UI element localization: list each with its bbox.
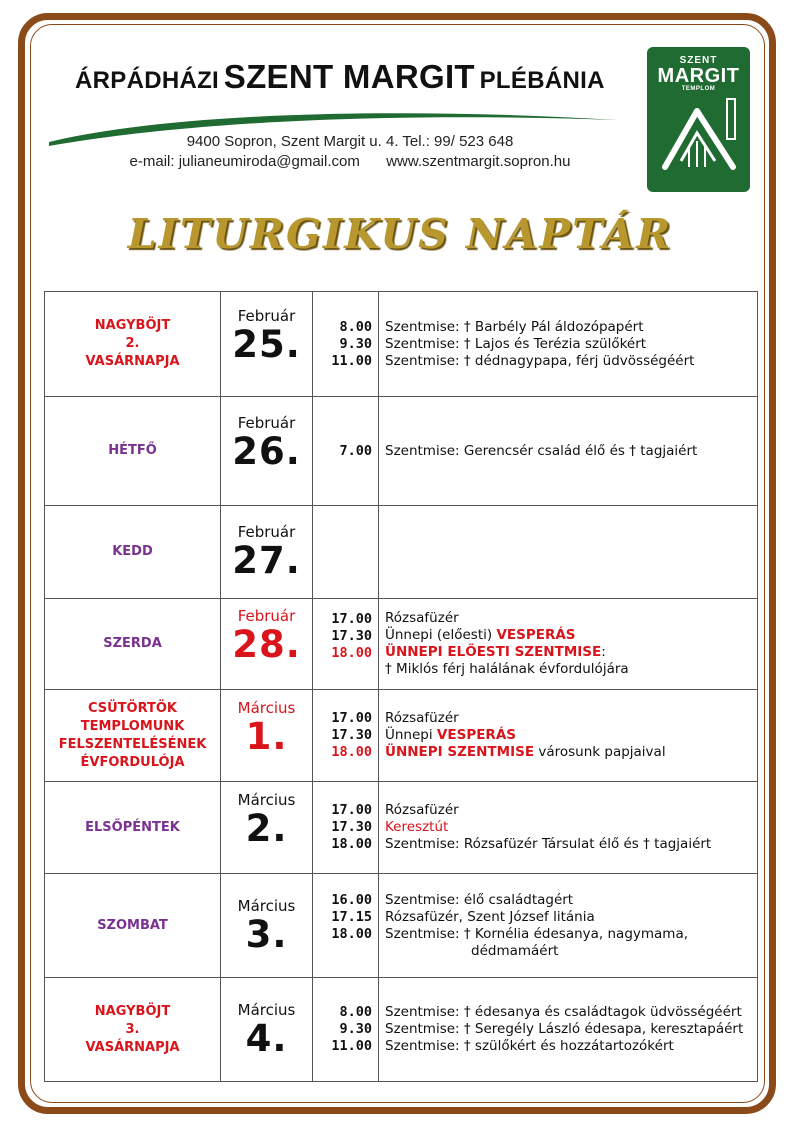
date-cell xyxy=(221,397,313,506)
date-cell xyxy=(221,292,313,397)
day-name: SZERDA xyxy=(45,599,221,690)
day-name: ELSŐPÉNTEK xyxy=(45,782,221,874)
table-row xyxy=(45,690,758,782)
date-cell xyxy=(221,690,313,782)
parish-prefix: ÁRPÁDHÁZI xyxy=(75,67,220,94)
day-name: SZOMBAT xyxy=(45,874,221,978)
address-line: 9400 Sopron, Szent Margit u. 4. Tel.: 99/ 523 648 xyxy=(186,133,514,150)
date-cell xyxy=(221,978,313,1082)
church-icon xyxy=(647,89,750,189)
day-number: 26. xyxy=(232,430,301,473)
logo-line1: SZENT xyxy=(679,55,718,66)
times-cell: 17.00 17.30 18.00 xyxy=(313,599,379,690)
times-cell xyxy=(313,506,379,599)
website-link[interactable]: www.szentmargit.sopron.hu xyxy=(386,153,571,170)
times-cell: 8.00 9.30 11.00 xyxy=(313,978,379,1082)
month-label: Március xyxy=(237,1000,296,1019)
times-cell: 17.00 17.30 18.00 xyxy=(313,782,379,874)
date-cell xyxy=(221,506,313,599)
liturgical-calendar-table xyxy=(44,291,758,1082)
table-row xyxy=(45,782,758,874)
logo-line3: TEMPLOM xyxy=(681,86,716,92)
date-cell xyxy=(221,874,313,978)
events-cell: Szentmise: † Barbély Pál áldozópapért Szentmise: † Lajos és Terézia szülőkért Szentmise: † dédnagypapa, férj üdvösségéért xyxy=(379,292,758,397)
month-label: Március xyxy=(237,790,296,809)
date-cell xyxy=(221,782,313,874)
month-label: Február xyxy=(237,607,296,625)
day-number: 25. xyxy=(232,323,301,366)
day-number: 28. xyxy=(232,623,301,666)
events-cell xyxy=(379,506,758,599)
table-row xyxy=(45,292,758,397)
parish-name xyxy=(75,58,605,96)
day-number: 2. xyxy=(245,806,288,850)
day-number: 27. xyxy=(232,539,301,582)
parish-logo xyxy=(647,47,750,192)
month-label: Február xyxy=(237,523,296,541)
times-cell: 16.00 17.15 18.00 xyxy=(313,874,379,978)
events-cell: Szentmise: élő családtagért Rózsafüzér, Szent József litánia Szentmise: † Kornélia édesanya, nagymama, dédmamáért xyxy=(379,874,758,978)
times-cell: 8.00 9.30 11.00 xyxy=(313,292,379,397)
events-cell: Szentmise: Gerencsér család élő és † tagjaiért xyxy=(379,397,758,506)
times-cell: 17.00 17.30 18.00 xyxy=(313,690,379,782)
table-row xyxy=(45,874,758,978)
date-cell xyxy=(221,599,313,690)
day-number: 3. xyxy=(245,912,288,956)
logo-line2: MARGIT xyxy=(657,65,740,87)
day-number: 4. xyxy=(245,1016,288,1060)
table-row xyxy=(45,599,758,690)
month-label: Február xyxy=(237,307,296,325)
email-text: e-mail: julianeumiroda@gmail.com xyxy=(129,153,360,170)
month-label: Február xyxy=(237,414,296,432)
day-name: NAGYBÖJT 2. VASÁRNAPJA xyxy=(45,292,221,397)
events-cell: Rózsafüzér Keresztút Szentmise: Rózsafüzér Társulat élő és † tagjaiért xyxy=(379,782,758,874)
month-label: Március xyxy=(237,896,296,915)
day-number: 1. xyxy=(245,714,288,758)
table-row xyxy=(45,978,758,1082)
day-name: NAGYBÖJT 3. VASÁRNAPJA xyxy=(45,978,221,1082)
times-cell: 7.00 xyxy=(313,397,379,506)
events-cell: Rózsafüzér Ünnepi (előesti) VESPERÁS ÜNNEPI ELŐESTI SZENTMISE: † Miklós férj halálának évfordulójára xyxy=(379,599,758,690)
events-cell: Rózsafüzér Ünnepi VESPERÁS ÜNNEPI SZENTMISE városunk papjaival xyxy=(379,690,758,782)
events-cell: Szentmise: † édesanya és családtagok üdvösségéért Szentmise: † Seregély László édesapa, keresztapáért Szentmise: † szülőkért és hozzátartozókért xyxy=(379,978,758,1082)
parish-suffix: PLÉBÁNIA xyxy=(479,67,605,94)
month-label: Március xyxy=(237,698,296,717)
page-title: LITURGIKUS NAPTÁR xyxy=(127,210,673,258)
parish-main: SZENT MARGIT xyxy=(223,58,475,95)
table-row xyxy=(45,397,758,506)
day-name: HÉTFŐ xyxy=(45,397,221,506)
day-name: CSÜTÖRTÖK TEMPLOMUNK FELSZENTELÉSÉNEK ÉVFORDULÓJA xyxy=(45,690,221,782)
table-row xyxy=(45,506,758,599)
day-name: KEDD xyxy=(45,506,221,599)
contact-line xyxy=(0,153,700,170)
